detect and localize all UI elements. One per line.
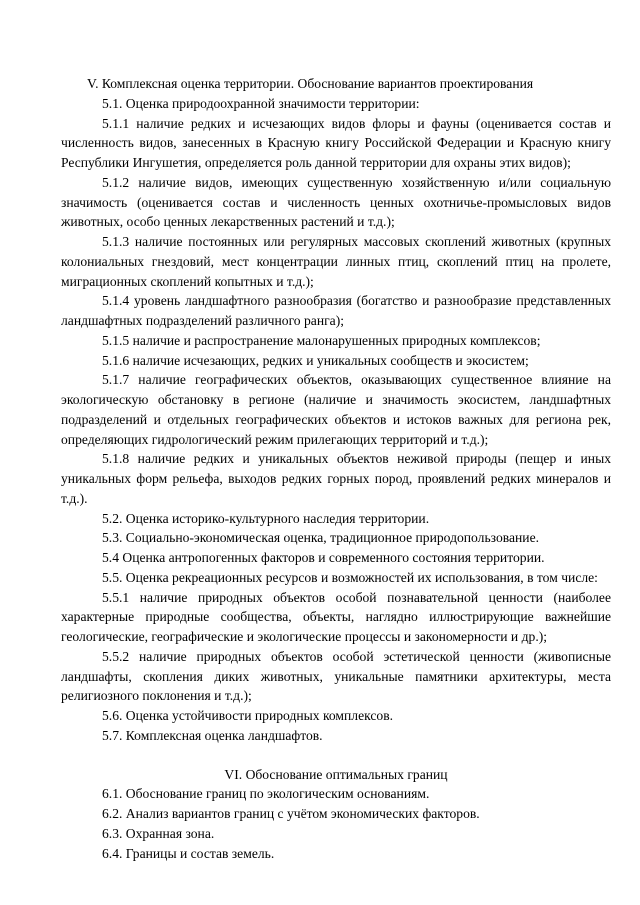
item-6-3: 6.3. Охранная зона. — [102, 825, 215, 841]
item-5-1-4: 5.1.4 уровень ландшафтного разнообразия (богатство и разнообразие представленных ландшафтных подразделений различного ранга); — [61, 293, 611, 328]
item-5-1-6: 5.1.6 наличие исчезающих, редких и уникальных сообществ и экосистем; — [102, 352, 529, 368]
item-5-1-5: 5.1.5 наличие и распространение малонарушенных природных комплексов; — [102, 332, 541, 348]
section-5-title: V. Комплексная оценка территории. Обоснование вариантов проектирования — [87, 76, 534, 91]
document-page — [61, 74, 611, 863]
section-gap — [61, 746, 611, 765]
item-5-5-1: 5.5.1 наличие природных объектов особой познавательной ценности (наиболее характерные природные сообщества, объекты, наглядно иллюстрирующие важнейшие геологические, географические и экологические процессы и закономерности и др.); — [61, 589, 611, 644]
item-5-4: 5.4 Оценка антропогенных факторов и современного состояния территории. — [102, 550, 545, 565]
item-5-5-2: 5.5.2 наличие природных объектов особой эстетической ценности (живописные ландшафты, скопления диких животных, уникальные памятники архитектуры, места религиозного поклонения и т.д.); — [61, 648, 611, 704]
item-5-7: 5.7. Комплексная оценка ландшафтов. — [102, 727, 323, 743]
item-5-1-2: 5.1.2 наличие видов, имеющих существенную хозяйственную и/или социальную значимость (оценивается состав и численность ценных охотничье-промысловых видов животных, особо ценных лекарственных растений и т.д.); — [61, 174, 611, 230]
item-5-1-3: 5.1.3 наличие постоянных или регулярных массовых скоплений животных (крупных колониальных гнездовий, мест концентрации линных птиц, скоплений птиц на пролете, миграционных скоплений копытных и т.д.); — [61, 234, 611, 289]
item-6-2: 6.2. Анализ вариантов границ с учётом экономических факторов. — [102, 806, 480, 821]
item-6-1: 6.1. Обоснование границ по экологическим основаниям. — [102, 786, 430, 802]
item-5-1-1: 5.1.1 наличие редких и исчезающих видов флоры и фауны (оценивается состав и численность видов, занесенных в Красную книгу Российской Федерации и Красную книгу Республики Ингушетия, определяется роль данной территории для охраны этих видов); — [61, 115, 611, 170]
item-5-1-8: 5.1.8 наличие редких и уникальных объектов неживой природы (пещер и иных уникальных форм рельефа, выходов редких горных пород, проявлений редких минералов и т.д.). — [61, 451, 611, 506]
item-5-1: 5.1. Оценка природоохранной значимости территории: — [102, 95, 420, 111]
item-5-6: 5.6. Оценка устойчивости природных комплексов. — [102, 708, 394, 723]
item-5-5: 5.5. Оценка рекреационных ресурсов и возможностей их использования, в том числе: — [102, 569, 598, 585]
item-5-1-7: 5.1.7 наличие географических объектов, оказывающих существенное влияние на экологическую обстановку в регионе (наличие и значимость экосистем, ландшафтных подразделений и отдельных географических объектов и истоков важных для региона рек, определяющих гидрологический режим прилегающих территорий и т.д.); — [61, 372, 611, 447]
item-5-2: 5.2. Оценка историко-культурного наследия территории. — [102, 510, 430, 526]
item-6-4: 6.4. Границы и состав земель. — [102, 845, 275, 861]
section-6-title: VI. Обоснование оптимальных границ — [224, 766, 448, 782]
item-5-3: 5.3. Социально-экономическая оценка, традиционное природопользование. — [102, 530, 540, 546]
